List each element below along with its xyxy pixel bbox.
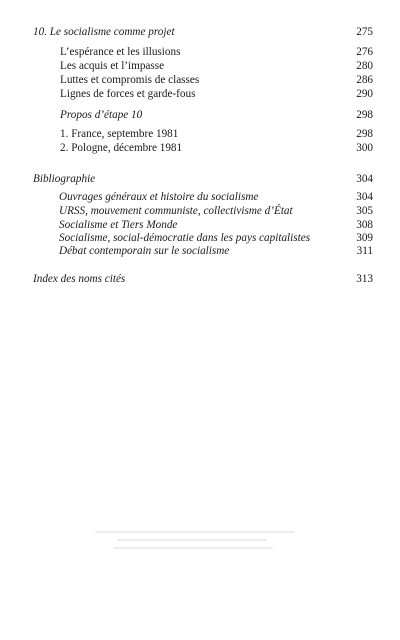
toc-page-number: 275 — [356, 26, 373, 38]
toc-section-title: Bibliographie — [33, 173, 96, 185]
toc-page-number: 305 — [356, 205, 373, 217]
toc-page-number: 300 — [356, 142, 373, 154]
toc-entry-label: URSS, mouvement communiste, collectivisme d’État — [59, 205, 293, 217]
toc-entry — [0, 190, 400, 204]
toc-entry — [0, 127, 400, 141]
toc-entry — [0, 218, 400, 232]
toc-entry — [0, 204, 400, 218]
toc-entry-label: 1. France, septembre 1981 — [60, 128, 179, 140]
toc-page-number: 309 — [356, 232, 373, 244]
toc-chapter-heading — [0, 25, 400, 39]
toc-page-number: 304 — [356, 191, 373, 203]
toc-section-heading — [0, 108, 400, 122]
toc-page-number: 311 — [356, 245, 373, 257]
toc-page-number: 276 — [356, 46, 373, 58]
toc-section-title: Propos d’étape 10 — [60, 109, 143, 121]
toc-section-title: Index des noms cités — [33, 273, 126, 285]
toc-index-heading — [0, 272, 400, 286]
toc-entry-label: Les acquis et l’impasse — [60, 60, 165, 72]
toc-entry-label: Ouvrages généraux et histoire du socialisme — [59, 191, 259, 203]
toc-entry-label: Socialisme, social-démocratie dans les pays capitalistes — [59, 232, 311, 244]
toc-entry-label: Socialisme et Tiers Monde — [59, 219, 178, 231]
toc-page-number: 308 — [356, 219, 373, 231]
toc-bibliography-heading — [0, 172, 400, 186]
toc-entry-label: L’espérance et les illusions — [60, 46, 181, 58]
toc-page-number: 304 — [356, 173, 373, 185]
toc-entry-label: Luttes et compromis de classes — [60, 74, 200, 86]
toc-entry — [0, 73, 400, 87]
toc-entry — [0, 59, 400, 73]
toc-entry — [0, 244, 400, 258]
toc-entry — [0, 87, 400, 101]
toc-page-number: 298 — [356, 128, 373, 140]
toc-page-number: 313 — [356, 273, 373, 285]
toc-entry — [0, 231, 400, 245]
toc-page-number: 298 — [356, 109, 373, 121]
toc-page-number: 286 — [356, 74, 373, 86]
toc-page-number: 290 — [356, 88, 373, 100]
toc-entry — [0, 45, 400, 59]
toc-entry-label: 2. Pologne, décembre 1981 — [60, 142, 183, 154]
toc-page-number: 280 — [356, 60, 373, 72]
toc-chapter-title: 10. Le socialisme comme projet — [33, 26, 175, 38]
bleed-through-text — [95, 531, 305, 555]
toc-entry-label: Lignes de forces et garde-fous — [60, 88, 196, 100]
toc-entry — [0, 141, 400, 155]
toc-entry-label: Débat contemporain sur le socialisme — [59, 245, 230, 257]
